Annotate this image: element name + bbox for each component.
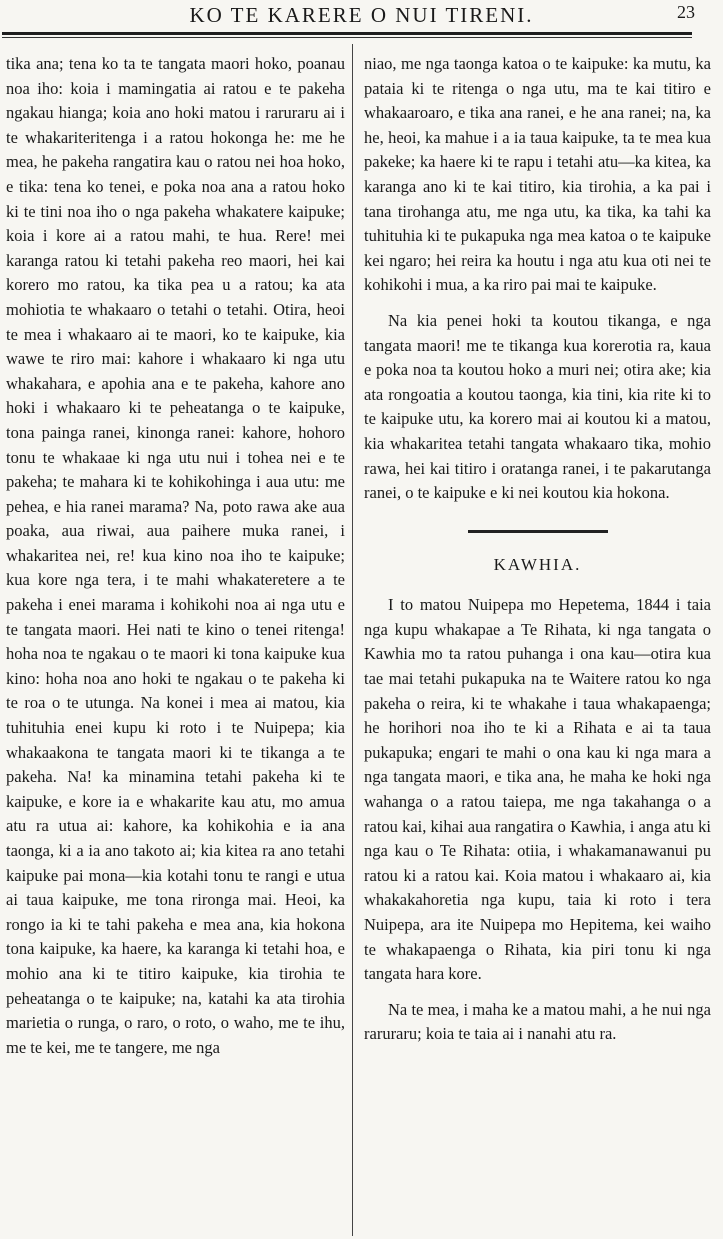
- right-para-2: Na kia penei hoki ta koutou tikanga, e nga tangata maori! me te tikanga kua korerotia ra, kaua e poka noa ta koutou hoko a muri nei; otira ake; kia ata rongoatia a koutou taonga, kia tini, kia rite ki to te kaipuke utu, ka korero mai ai koutou ki a matou, kia whakaritea tetahi tangata whakaaro tika, mohio rawa, hei kai titiro i oratanga ranei, i te pakarutanga ranei, o te kaipuke e ki nei koutou kia hokona.: [364, 310, 711, 503]
- newspaper-title: KO TE KARERE O NUI TIRENI.: [189, 3, 534, 27]
- right-column: [364, 52, 711, 1047]
- header-rule-thin: [2, 37, 692, 38]
- right-para-1: niao, me nga taonga katoa o te kaipuke: ka mutu, ka pataia ki te ritenga o nga utu, ma te kai titiro e whakaaroaro, e tika ana ranei, e he ana ranei; na, ka he, heoi, ka mahue i a ia taua kaipuke, ta te mea kua pakeke; ka haere ki te rapu i tetahi atu—ka kitea, ka karanga ano ki te kai titiro, kia tirohia, a ka pai i tana tirohanga atu, me nga utu, ka tika, ka tahi ka tuhituhia ki te pukapuka nga mea katoa o te kaipuke kei ngaro; hei reira ka houtu i nga atu kua oti nei te kohikohi i mua, a ka riro pai mai te kaipuke.: [364, 54, 711, 295]
- right-para-3: I to matou Nuipepa mo Hepetema, 1844 i taia nga kupu whakapae a Te Rihata, ki nga tangata o Kawhia mo ta ratou puhanga i ona kau—otira kua tae mai tetahi pukapuka na te Waitere ratou ko nga pakeha o reira, ki te whakahe i taua whakapaenga; he horihori noa iho te ki a Rihata e ai ta taua pukapuka; engari te mahi o ona kau ki nga mara a nga tangata maori, e tika ana, he maha ke hoki nga wahanga o a ratou taiepa, me nga takahanga o a ratou kai, kihai aua rangatira o Kawhia, i anga atu ki nga kau o Te Rihata: otiia, i whakamanawanui pu ratou ki a ratou kai. Koia matou i whakaaro ai, kia whakakahoretia nga kupu, taia ki roto i tera Nuipepa, ara ite Nuipepa mo Hepitema, kei waiho te whakapaenga o Rihata, kia piri tonu ki nga tangata hara kore.: [364, 595, 711, 984]
- left-column-text: tika ana; tena ko ta te tangata maori hoko, poanau noa iho: koia i mamingatia ai ratou e te pakeha ngakau hianga; koia ano hoki matou i raruraru ai i te whakariteritenga i a ratou hokonga he: me he mea, he pakeha rangatira kau o ratou nei hoa hoko, e tika: tena ko tenei, e poka noa ana a ratou hoko ki te tini noa iho o nga pakeha whakatere kaipuke; koia i kore ai a ratou mahi, te hua. Rere! mei karanga ratou ki tetahi pakeha reo maori, hei kai korero mo ratou, ka tika pea u a ratou; ka ata mohiotia te whakaaro o tetahi o tetahi. Otira, heoi te mea i whakaaro ai te maori, ko te kaipuke, kia wawe te riro mai: kahore i whakaaro ki nga utu whakahara, e apohia ana e te pakeha, kahore ano hoki i whakaaro ki te peheatanga o te kaipuke, tona painga ranei, kinonga ranei: kahore, hohoro tonu te whakaae ki nga utu nui i tohea nei e te pakeha; te mahara ki te kohikohinga i aua utu: me pehea, e hia ranei marama? Na, poto rawa ake aua poaka, aua riwai, aua paihere muka ranei, i whakaritea nei, re! kua kino noa iho te kaipuke; kua kore nga tera, i te mahi whakateretere a te pakeha i enei marama i kohikohi noa ai nga utu e te tangata maori. Hei nati te kino o tenei ritenga! hoha noa te ngakau o te maori ki tona kaipuke kua kino: hoha noa ano hoki te ngakau o te pakeha ki te roa o te utunga. Na konei i mea ai matou, kia tuhituhia enei kupu ki roto i te Nuipepa; kia whakaakona te tangata maori ki te tikanga a te pakeha. Na! ka minamina tetahi pakeha ki te kaipuke, e kore ia e whakarite kau atu, mo amua atu ra utua ai: kahore, ka kohikohia e ia ana taonga, ki a ia ano takoto ai; kia kitea ra ano tetahi kaipuke pai mona—kia kotahi tonu te rangi e utua ai taua kaipuke, me tona rironga mai. Heoi, ka rongo ia ki te tahi pakeha e mea ana, kia hokona tona kaipuke, ka haere, ka karanga ki tetahi hoa, e mohio ana ki te titiro kaipuke, kia tirohia te peheatanga o te kaipuke; na, katahi ka ata tirohia marietia o runga, o raro, o roto, o waho, me te ihu, me te kei, me te tangere, me nga: [6, 54, 345, 1057]
- header-rule-thick: [2, 32, 692, 35]
- left-column: [6, 52, 345, 1060]
- page-header: [0, 0, 723, 34]
- column-divider: [352, 44, 353, 1236]
- section-separator: [468, 530, 608, 533]
- section-title-kawhia: KAWHIA.: [493, 554, 582, 574]
- right-para-4: Na te mea, i maha ke a matou mahi, a he nui nga raruraru; koia te taia ai i nanahi atu ra.: [364, 999, 711, 1044]
- page-number: 23: [677, 2, 695, 22]
